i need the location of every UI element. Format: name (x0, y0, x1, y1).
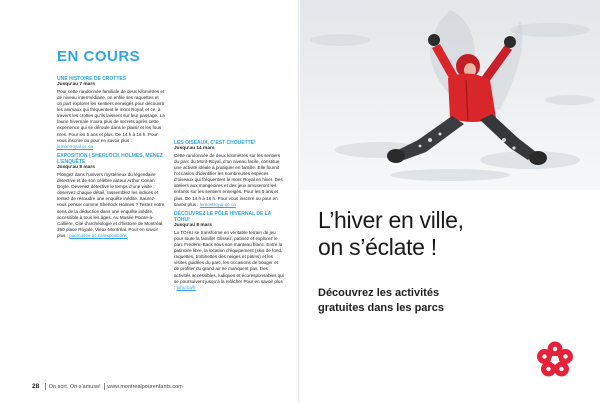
footer-divider (45, 383, 46, 390)
article-column-left (57, 76, 165, 242)
footer-url[interactable]: www.montrealpourenfants.com (107, 384, 183, 390)
article-body: Plongez dans l’univers mystérieux du légendaire détective et de son célèbre auteur Arthur Conan Doyle. Devenez détective le temps d’une visite : observez chaque détail, rassemblez les indices et tentez de résoudre une enquête inédite. Saurez-vous penser comme Sherlock Holmes ? Testez votre sens de la déduction dans une enquête inédite, accessible à tous les âges. Au Musée Pointe-à-Callière, Cité d’archéologie et d’histoire de Montréal, 350 place Royale, Vieux-Montréal. Pour en savoir plus : pacmusee.qc.ca/expositions (57, 172, 165, 238)
article-date: Jusqu’au 7 mars (57, 82, 95, 88)
article-title: DÉCOUVREZ LE PÔLE HIVERNAL DE LA TOHU! (174, 210, 272, 224)
article-link[interactable]: lemontroyal.qc.ca (57, 143, 94, 149)
article-link[interactable]: tohu.ca/fr (176, 284, 196, 290)
article-crottes (57, 76, 165, 150)
subheadline-line: gratuites dans les parcs (318, 301, 444, 314)
snow-angel-photo (300, 0, 600, 190)
page-fold (298, 0, 299, 403)
article-date: Jusqu’au 8 mars (174, 223, 212, 229)
article-body: Cette randonnée de deux kilomètres sur les sentiers du parc du Mont-Royal, d’un niveau facile, constitue une activité idéale à pratiquer en famille. Elle fournit l’occasion d’identifier les nombreuses espèces d’oiseaux qui fréquentent le mont Royal en hiver. Des ateliers aux mangeoires et des jeux amuseront les enfants sur les sentiers enneigés. Pour les 5 ans et plus. De 14 h à 16 h. Pour vous inscrire ou pour en savoir plus : lemontroyal.qc.ca (174, 152, 283, 207)
subheadline-line: Découvrez les activités (318, 287, 440, 299)
article-tohu (174, 211, 284, 291)
headline-line: L’hiver en ville, (318, 207, 464, 233)
article-link[interactable]: pacmusee.qc.ca/expositions (69, 232, 127, 238)
article-oiseaux (174, 140, 284, 208)
article-body: Pour cette randonnée familiale de deux kilomètres et de niveau intermédiaire, on enfile ses raquettes et on part explorer les sentiers enneigés pour découvrir les animaux qui fréquentent le mont Royal, et ce, à travers les crottes qu’ils laissent sur leur passage. La faune hivernale n’aura plus de secrets après cette expérience qui se déroule dans le plaisir et les fous rires. Pour les 5 ans et plus. De 14 h à 16 h. Pour vous inscrire ou pour en savoir plus : lemontroyal.qc.ca (57, 88, 165, 149)
article-title: LES OISEAUX, C’EST CHOUETTE! (174, 140, 256, 146)
footer-divider (104, 383, 105, 390)
headline (318, 207, 464, 261)
headline-line: on s’éclate ! (318, 234, 437, 260)
article-column-right (174, 140, 284, 294)
article-sherlock (57, 153, 165, 239)
footer-tagline: On sort. On s’amuse! (48, 384, 101, 390)
article-title: UNE HISTOIRE DE CROTTES (57, 76, 127, 82)
article-title: EXPOSITION | SHERLOCK HOLMES, MENEZ L’ENQUÊTE (57, 152, 163, 166)
section-title: EN COURS (57, 48, 141, 65)
snow-angel-illustration (300, 0, 600, 190)
article-date: Jusqu’au 14 mars (174, 146, 215, 152)
page-number: 28 (32, 383, 40, 390)
article-body: La TOHU se transforme en véritable terrain de jeu pour toute la famille! Glissez, patinez et explorez le parc Frédéric-Back sous son manteau blanc. Entre la patinoire libre, la location d’équipement (skis de fond, raquettes, trottinettes des neiges et patins) et les visites guidées du parc, les occasions de bouger et de profiter du grand air ne manquent pas. Des activités accessibles, ludiques et écoresponsables qui se poursuivent jusqu’à la relâche! Pour en savoir plus : tohu.ca/fr (174, 229, 284, 290)
page-footer (32, 383, 183, 390)
article-link[interactable]: lemontroyal.qc.ca (199, 201, 236, 207)
subheadline (318, 286, 444, 315)
article-date: Jusqu’au 8 mars (57, 165, 95, 171)
montreal-flower-logo (535, 340, 575, 380)
